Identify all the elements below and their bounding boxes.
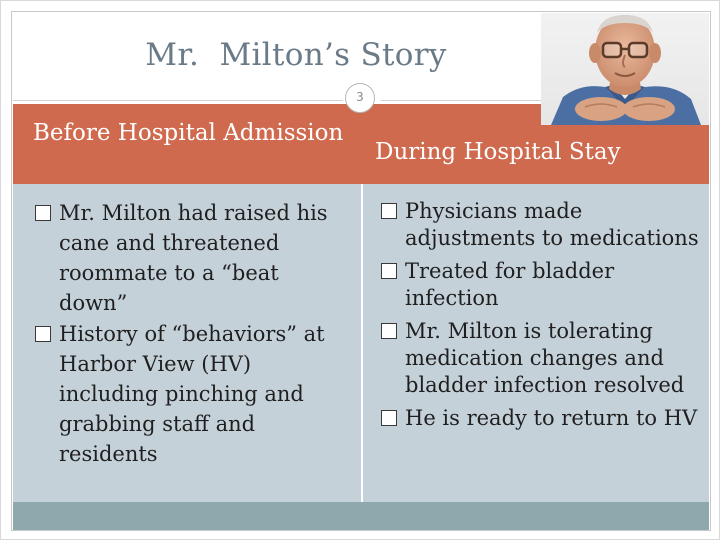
before-admission-column [13,184,361,502]
during-stay-column [361,184,711,502]
list-item: Physicians made adjustments to medications [381,198,706,252]
column-body-band [13,184,709,502]
square-bullet-icon [35,205,51,221]
list-item: Treated for bladder infection [381,258,706,312]
list-item: Mr. Milton is tolerating medication changes and bladder infection resolved [381,318,706,399]
square-bullet-icon [381,263,397,279]
footer-band [13,502,709,530]
square-bullet-icon [381,203,397,219]
square-bullet-icon [381,323,397,339]
title-divider-left [13,100,343,101]
list-item: He is ready to return to HV [381,405,706,432]
square-bullet-icon [381,410,397,426]
during-stay-list [381,198,706,438]
before-admission-list [35,198,353,470]
list-item: History of “behaviors” at Harbor View (HV) including pinching and grabbing staff and residents [35,319,353,469]
list-item: Mr. Milton had raised his cane and threatened roommate to a “beat down” [35,198,353,318]
title-divider-right [381,100,541,101]
slide-number-badge: 3 [345,83,375,113]
during-stay-heading: During Hospital Stay [375,139,621,165]
before-admission-heading: Before Hospital Admission [33,120,344,146]
slide-title: Mr. Milton’s Story [145,37,447,73]
portrait-photo-icon [541,13,709,125]
square-bullet-icon [35,326,51,342]
